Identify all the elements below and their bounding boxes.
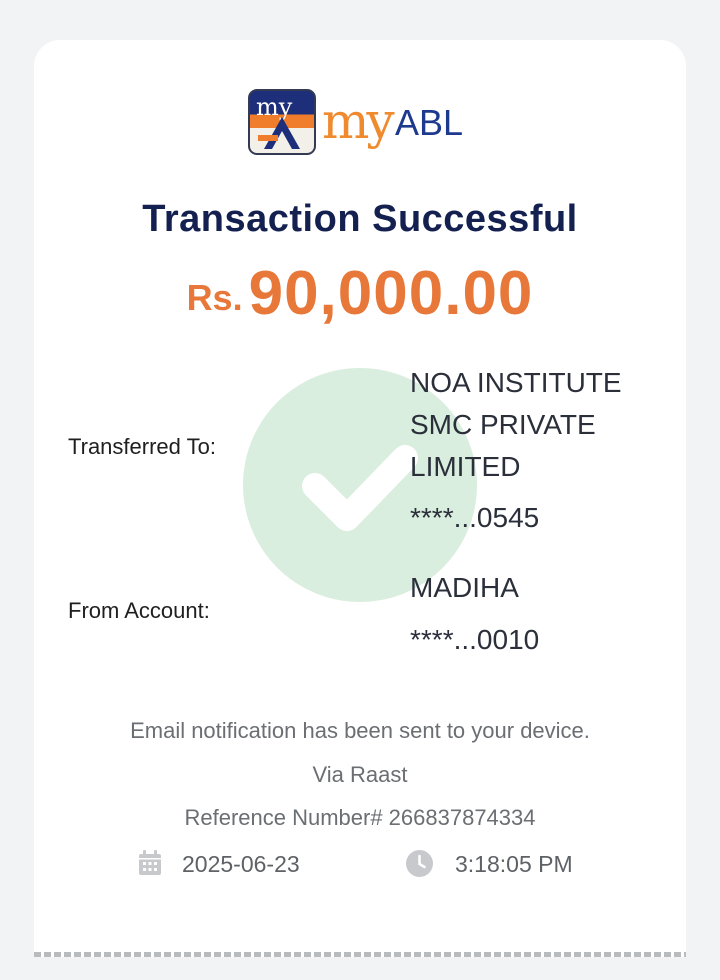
logo-my-text: my xyxy=(322,92,392,150)
beneficiary-name-line: SMC PRIVATE xyxy=(410,409,596,440)
beneficiary-account: ****...0545 xyxy=(410,502,540,533)
sender-name: MADIHA xyxy=(410,572,519,603)
logo-abl-text: ABL xyxy=(395,102,464,143)
transaction-date: 2025-06-23 xyxy=(182,851,300,877)
channel-text: Via Raast xyxy=(312,762,408,787)
reference-number: Reference Number# 266837874334 xyxy=(184,805,536,830)
beneficiary-name xyxy=(410,362,622,488)
receipt-card xyxy=(34,40,686,956)
sender-account: ****...0010 xyxy=(410,624,540,655)
transferred-to-label: Transferred To: xyxy=(68,434,216,459)
svg-text:my: my xyxy=(256,93,293,121)
beneficiary-name-line: NOA INSTITUTE xyxy=(410,367,622,398)
page-title: Transaction Successful xyxy=(142,198,578,240)
amount-value: 90,000.00 xyxy=(248,259,534,328)
myabl-logo xyxy=(248,87,478,163)
perforated-edge xyxy=(34,952,686,957)
from-account-label: From Account: xyxy=(68,598,210,623)
transaction-time: 3:18:05 PM xyxy=(455,851,573,877)
myabl-badge-icon xyxy=(248,89,316,155)
beneficiary-name-line: LIMITED xyxy=(410,451,521,482)
calendar-icon xyxy=(138,850,162,881)
amount-display xyxy=(34,258,686,329)
currency-label: Rs. xyxy=(186,277,243,318)
notification-text: Email notification has been sent to your device. xyxy=(130,718,590,743)
clock-icon xyxy=(406,850,433,882)
